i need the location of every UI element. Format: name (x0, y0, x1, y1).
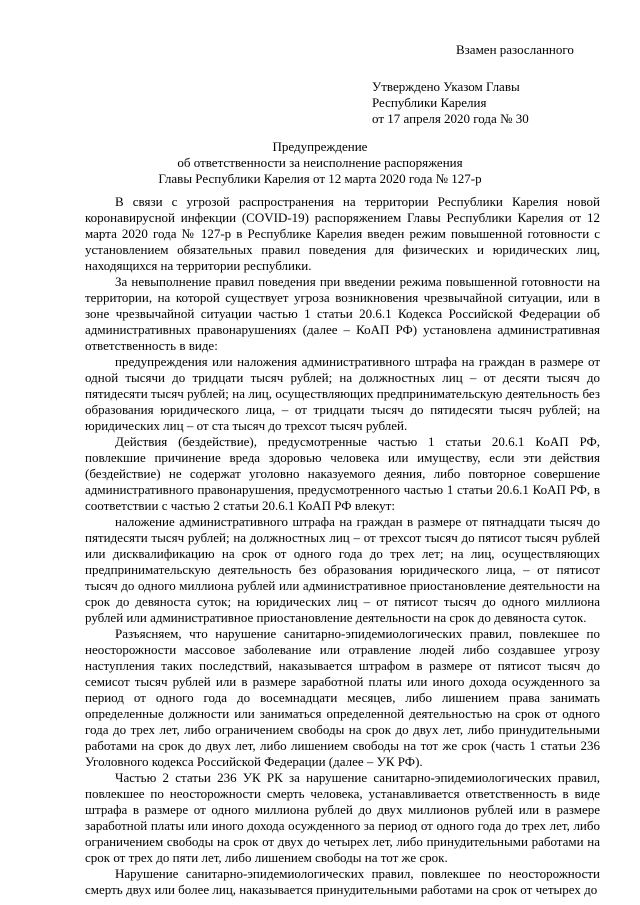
approval-line: от 17 апреля 2020 года № 30 (372, 111, 529, 126)
paragraph: За невыполнение правил поведения при введении режима повышенной готовности на территории, на которой существует угроза возникновения чрезвычайной ситуации, или в зоне чрезвычайной ситуации частью 1 статьи 20.6.1 Кодекса Российской Федерации об административных правонарушениях (далее – КоАП РФ) установлена административная ответственность в виде: (85, 274, 600, 353)
paragraph: наложение административного штрафа на граждан в размере от пятнадцати тысяч до пятидесяти тысяч рублей; на должностных лиц – от трехсот тысяч до пятисот тысяч рублей или дисквалификацию на срок от одного года до трех лет; на лиц, осуществляющих предпринимательскую деятельность без образования юридического лица, – от пятисот тысяч до одного миллиона рублей или административное приостановление деятельности на срок до девяноста суток; на юридических лиц – от пятисот тысяч до одного миллиона рублей или административное приостановление деятельности на срок до девяноста суток. (85, 514, 600, 625)
title-line: Предупреждение (272, 139, 368, 154)
approval-block (372, 79, 529, 127)
replacement-note: Взамен разосланного (456, 42, 574, 57)
document-body (85, 194, 600, 898)
title-line: об ответственности за неисполнение распоряжения (177, 155, 463, 170)
paragraph: Нарушение санитарно-эпидемиологических правил, повлекшее по неосторожности смерть двух или более лиц, наказывается принудительными работами на срок от четырех до (85, 866, 600, 897)
paragraph: Разъясняем, что нарушение санитарно-эпидемиологических правил, повлекшее по неосторожности массовое заболевание или отравление людей либо создавшее угрозу наступления таких последствий, наказывается штрафом в размере от пятисот тысяч до семисот тысяч рублей или в размере заработной платы или иного дохода осужденного за период от одного года до восемнадцати месяцев, либо лишением права занимать определенные должности или заниматься определенной деятельностью на срок от одного года до трех лет, либо ограничением свободы на срок до двух лет, либо принудительными работами на срок до двух лет, либо лишением свободы на тот же срок (часть 1 статьи 236 Уголовного кодекса Российской Федерации (далее – УК РФ). (85, 626, 600, 769)
document-title (0, 139, 640, 187)
paragraph: Частью 2 статьи 236 УК РК за нарушение санитарно-эпидемиологических правил, повлекшее по неосторожности смерть человека, устанавливается ответственность в виде штрафа в размере от одного миллиона рублей до двух миллионов рублей или в размере заработной платы или иного дохода осужденного за период от одного года до трех лет, либо ограничением свободы на срок от двух до четырех лет, либо принудительными работами на срок от трех до пяти лет, либо лишением свободы на тот же срок. (85, 770, 600, 865)
approval-line: Утверждено Указом Главы (372, 79, 520, 94)
paragraph: предупреждения или наложения административного штрафа на граждан в размере от одной тысячи до тридцати тысяч рублей; на должностных лиц – от десяти тысяч до пятидесяти тысяч рублей; на лиц, осуществляющих предпринимательскую деятельность без образования юридического лица, – от тридцати тысяч до пятидесяти тысяч рублей; на юридических лиц – от ста тысяч до трехсот тысяч рублей. (85, 354, 600, 433)
title-line: Главы Республики Карелия от 12 марта 2020 года № 127-р (158, 171, 482, 186)
approval-line: Республики Карелия (372, 95, 487, 110)
paragraph: Действия (бездействие), предусмотренные частью 1 статьи 20.6.1 КоАП РФ, повлекшие причинение вреда здоровью человека или имуществу, если эти действия (бездействие) не содержат уголовно наказуемого деяния, либо повторное совершение административного правонарушения, предусмотренного частью 1 статьи 20.6.1 КоАП РФ, в соответствии с частью 2 статьи 20.6.1 КоАП РФ влекут: (85, 434, 600, 513)
paragraph: В связи с угрозой распространения на территории Республики Карелия новой коронавирусной инфекции (COVID-19) распоряжением Главы Республики Карелия от 12 марта 2020 года № 127-р в Республике Карелия введен режим повышенной готовности с установлением обязательных правил поведения для физических и юридических лиц, находящихся на территории республики. (85, 194, 600, 273)
